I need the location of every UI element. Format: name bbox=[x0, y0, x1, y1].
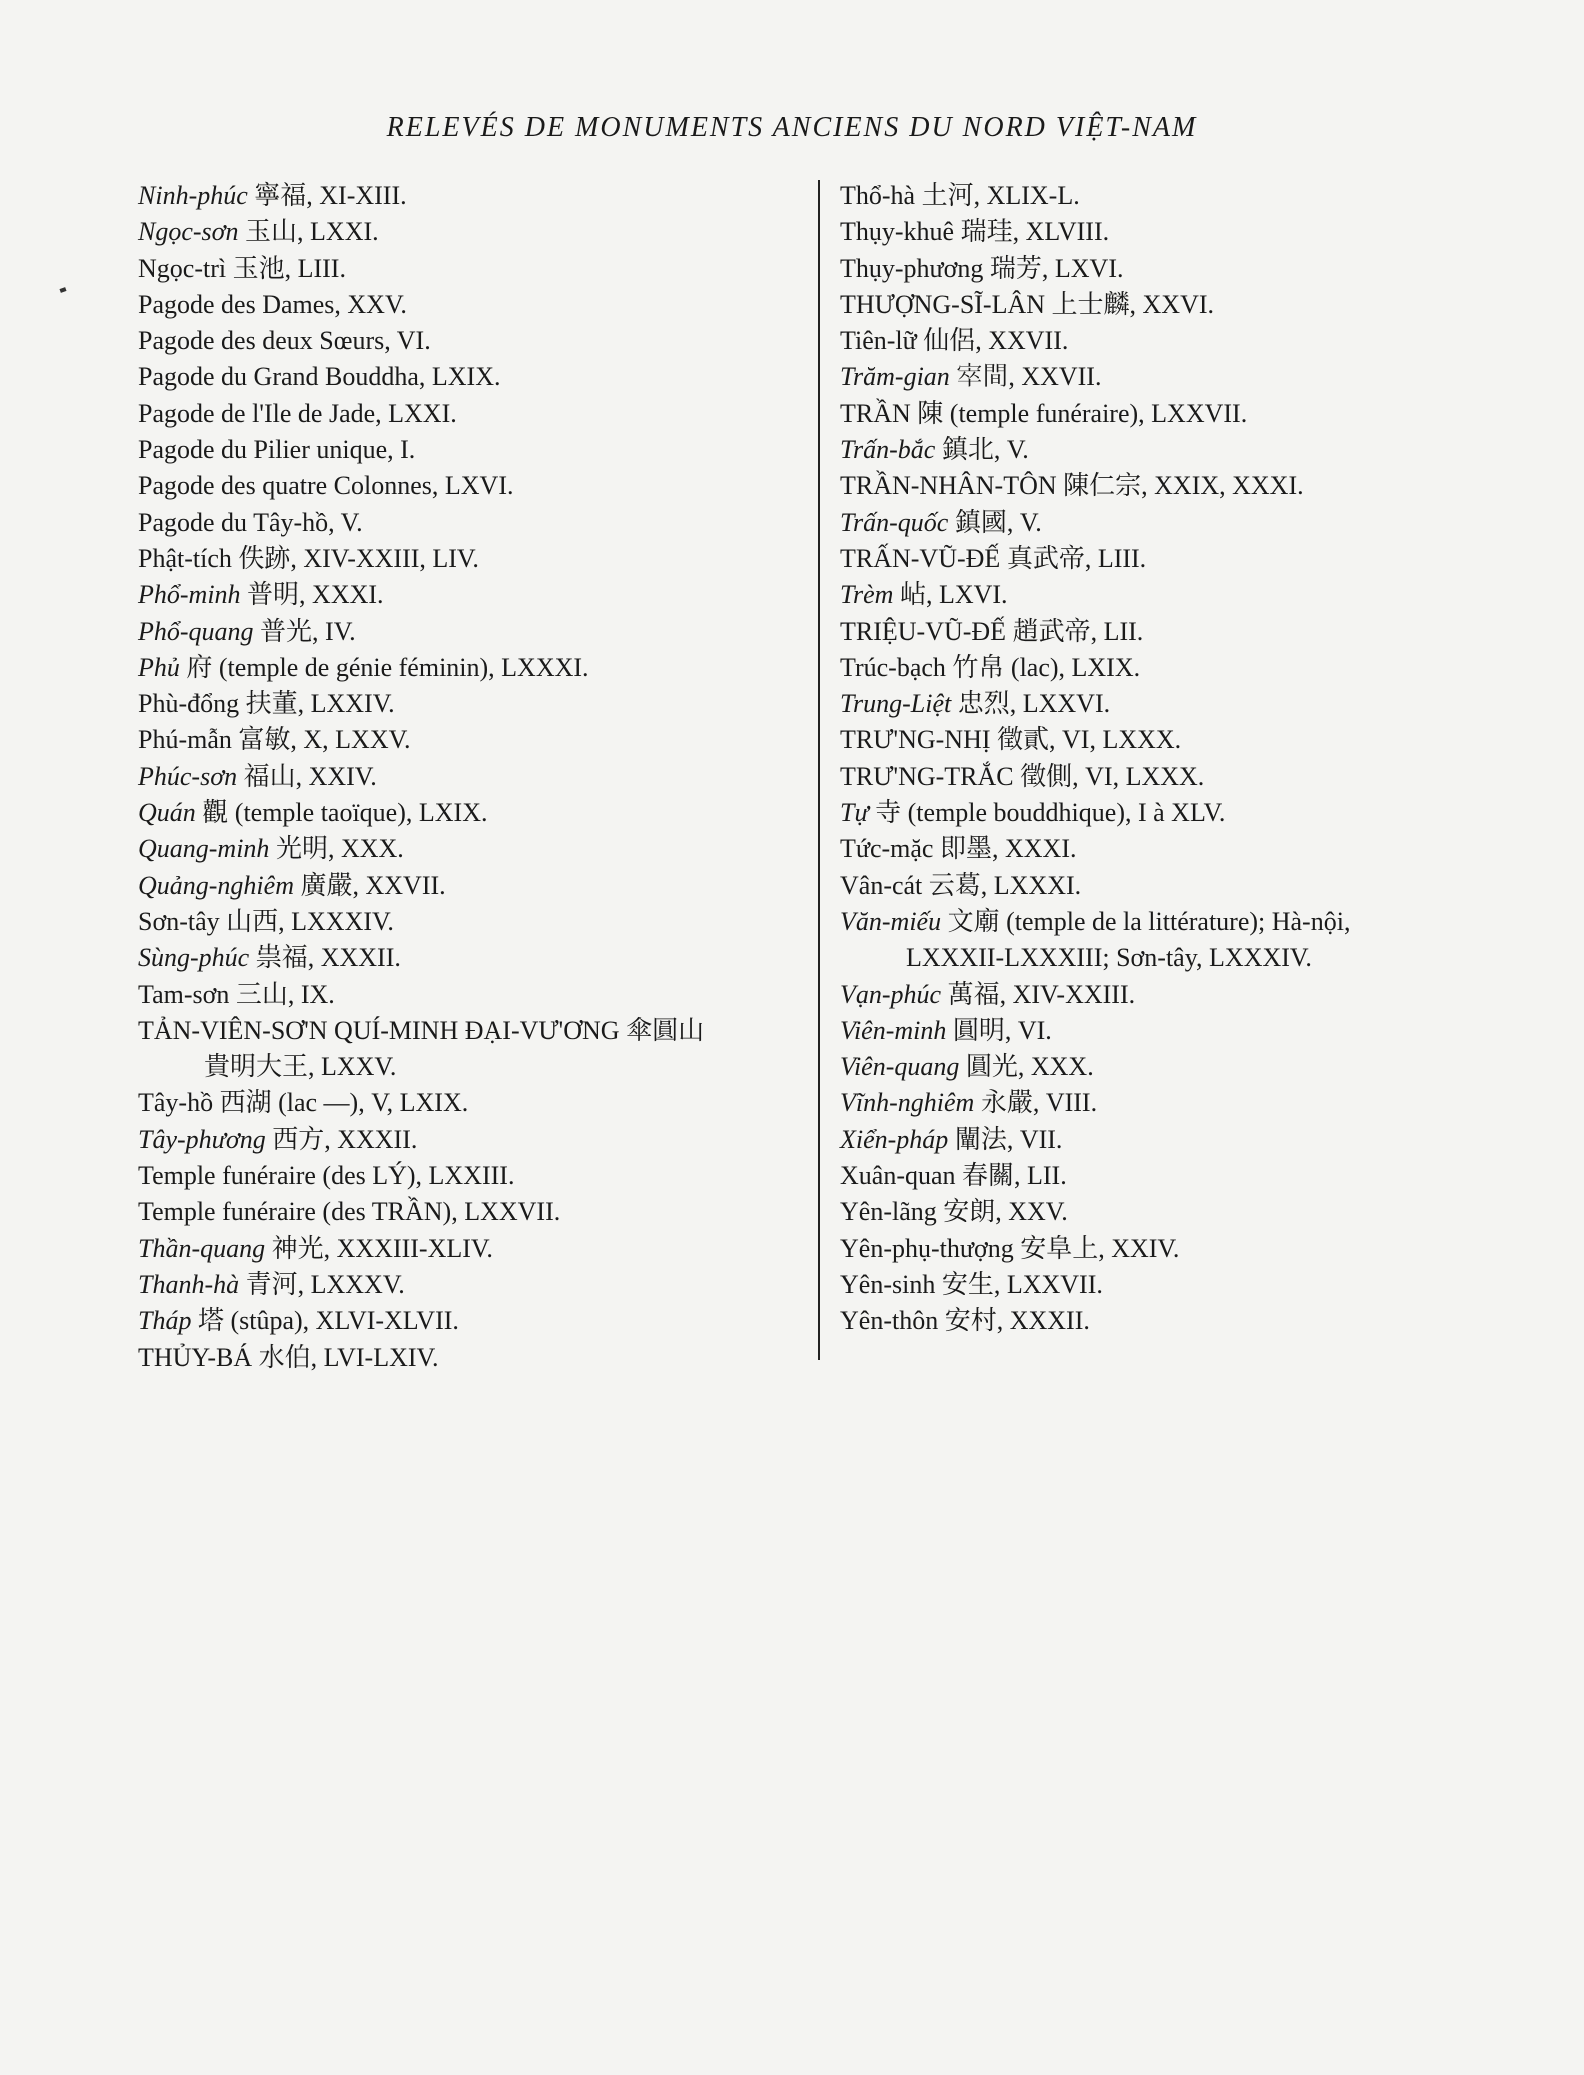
entry-reference: 三山, IX. bbox=[229, 979, 335, 1009]
entry-continuation: 貴明大王, LXXV. bbox=[204, 1052, 397, 1082]
index-entry bbox=[138, 214, 798, 250]
index-entry bbox=[840, 251, 1380, 287]
entry-name: Thụy-khuê bbox=[840, 217, 955, 247]
index-entry bbox=[840, 904, 1380, 977]
index-entry bbox=[840, 977, 1380, 1013]
entry-name: TRẦN bbox=[840, 398, 911, 428]
index-column-left bbox=[138, 178, 798, 1376]
entry-reference: 云葛, LXXXI. bbox=[922, 870, 1082, 900]
index-entry bbox=[138, 1231, 798, 1267]
entry-reference: 觀 (temple taoïque), LXIX. bbox=[195, 798, 488, 828]
entry-name: Tam-sơn bbox=[138, 979, 230, 1009]
entry-name: Quán bbox=[138, 798, 196, 828]
entry-name: Phú-mẫn bbox=[138, 725, 232, 755]
entry-reference: 安村, XXXII. bbox=[938, 1306, 1090, 1336]
entry-reference: 圓光, XXX. bbox=[959, 1052, 1094, 1082]
entry-reference: 永嚴, VIII. bbox=[974, 1088, 1098, 1118]
entry-reference: 仙侶, XXVII. bbox=[916, 326, 1069, 356]
index-entry bbox=[138, 287, 798, 323]
index-entry bbox=[138, 831, 798, 867]
entry-name: Xiển-pháp bbox=[840, 1124, 949, 1154]
entry-name: Sùng-phúc bbox=[138, 943, 250, 973]
entry-reference: 扶董, LXXIV. bbox=[239, 689, 395, 719]
index-entry bbox=[840, 795, 1380, 831]
index-entry bbox=[138, 1158, 798, 1194]
index-entry bbox=[138, 1085, 798, 1121]
entry-reference: 玉山, LXXI. bbox=[238, 217, 379, 247]
entry-name: Tây-hồ bbox=[138, 1088, 214, 1118]
index-entry bbox=[840, 1303, 1380, 1339]
ink-mark bbox=[59, 287, 66, 293]
entry-reference: 玉池, LIII. bbox=[226, 253, 346, 283]
index-entry bbox=[138, 614, 798, 650]
entry-reference: 安阜上, XXIV. bbox=[1013, 1233, 1180, 1263]
index-entry bbox=[840, 759, 1380, 795]
entry-reference: 瑞芳, LXVI. bbox=[983, 253, 1124, 283]
entry-name: Phổ-minh bbox=[138, 580, 241, 610]
entry-reference: 土河, XLIX-L. bbox=[915, 181, 1080, 210]
entry-name: Yên-phụ-thượng bbox=[840, 1233, 1014, 1263]
index-entry bbox=[138, 1340, 798, 1376]
entry-reference: 佚跡, XIV-XXIII, LIV. bbox=[231, 543, 479, 573]
index-entry bbox=[840, 686, 1380, 722]
entry-name: Yên-lãng bbox=[840, 1197, 937, 1227]
entry-name: THƯỢNG-SĨ-LÂN bbox=[840, 289, 1046, 319]
entry-name: Trấn-quốc bbox=[840, 507, 949, 537]
entry-name: TRƯ'NG-NHỊ bbox=[840, 725, 991, 755]
entry-reference: 瑞珪, XLVIII. bbox=[954, 217, 1110, 247]
entry-reference: 福山, XXIV. bbox=[237, 761, 377, 791]
entry-reference: 春關, LII. bbox=[955, 1161, 1067, 1191]
entry-reference: 忠烈, LXXVI. bbox=[951, 689, 1111, 719]
entry-name: Pagode des quatre Colonnes, LXVI. bbox=[138, 471, 514, 501]
entry-reference: 岾, LXVI. bbox=[893, 580, 1008, 610]
index-entry bbox=[840, 287, 1380, 323]
entry-name: Phủ bbox=[138, 652, 180, 682]
entry-reference: 闡法, VII. bbox=[948, 1124, 1063, 1154]
entry-name: Tây-phương bbox=[138, 1124, 266, 1154]
index-entry bbox=[138, 432, 798, 468]
index-entry bbox=[138, 468, 798, 504]
entry-name: Yên-sinh bbox=[840, 1269, 936, 1299]
entry-name: Phổ-quang bbox=[138, 616, 254, 646]
entry-name: TẢN-VIÊN-SƠ'N QUÍ-MINH ĐẠI-VƯ'ƠNG bbox=[138, 1015, 620, 1045]
entry-reference: 廣嚴, XXVII. bbox=[293, 870, 446, 900]
entry-reference: 祟福, XXXII. bbox=[249, 943, 401, 973]
index-entry bbox=[840, 323, 1380, 359]
index-entry bbox=[138, 1303, 798, 1339]
entry-reference: 安生, LXXVII. bbox=[935, 1269, 1103, 1299]
entry-reference: 竹帛 (lac), LXIX. bbox=[945, 652, 1141, 682]
entry-name: Tức-mặc bbox=[840, 834, 934, 864]
entry-name: TRẦN-NHÂN-TÔN bbox=[840, 471, 1057, 501]
index-entry bbox=[840, 722, 1380, 758]
entry-reference: 神光, XXXIII-XLIV. bbox=[265, 1233, 493, 1263]
index-entry bbox=[840, 396, 1380, 432]
index-entry bbox=[138, 541, 798, 577]
entry-name: Trung-Liệt bbox=[840, 689, 952, 719]
entry-reference: 西方, XXXII. bbox=[265, 1124, 418, 1154]
index-entry bbox=[138, 396, 798, 432]
index-entry bbox=[138, 1122, 798, 1158]
index-entry bbox=[840, 214, 1380, 250]
index-entry bbox=[138, 868, 798, 904]
index-entry bbox=[840, 359, 1380, 395]
entry-continuation: LXXXII-LXXXIII; Sơn-tây, LXXXIV. bbox=[906, 943, 1312, 973]
entry-name: Thanh-hà bbox=[138, 1269, 240, 1299]
index-entry bbox=[840, 1085, 1380, 1121]
entry-reference: 府 (temple de génie féminin), LXXXI. bbox=[179, 652, 589, 682]
entry-name: Xuân-quan bbox=[840, 1161, 956, 1191]
index-entry bbox=[840, 541, 1380, 577]
entry-name: Vạn-phúc bbox=[840, 979, 942, 1009]
entry-reference: 圓明, VI. bbox=[946, 1015, 1052, 1045]
index-entry bbox=[840, 650, 1380, 686]
index-entry bbox=[138, 178, 798, 214]
entry-reference: 鎮北, V. bbox=[935, 435, 1029, 465]
entry-name: Ninh-phúc bbox=[138, 181, 248, 210]
index-entry bbox=[138, 977, 798, 1013]
entry-name: Pagode du Grand Bouddha, LXIX. bbox=[138, 362, 501, 392]
index-entry bbox=[138, 251, 798, 287]
entry-name: Vân-cát bbox=[840, 870, 923, 900]
entry-name: Trúc-bạch bbox=[840, 652, 946, 682]
entry-name: Phật-tích bbox=[138, 543, 232, 573]
entry-name: Phù-đổng bbox=[138, 689, 240, 719]
index-entry bbox=[138, 1013, 798, 1086]
index-entry bbox=[840, 1158, 1380, 1194]
entry-reference: 光明, XXX. bbox=[269, 834, 404, 864]
entry-reference: 青河, LXXXV. bbox=[239, 1269, 405, 1299]
entry-name: Quang-minh bbox=[138, 834, 270, 864]
entry-name: Ngọc-trì bbox=[138, 253, 227, 283]
entry-name: Vĩnh-nghiêm bbox=[840, 1088, 975, 1118]
column-divider bbox=[818, 180, 820, 1360]
entry-reference: 即墨, XXXI. bbox=[933, 834, 1077, 864]
entry-reference: 文廟 (temple de la littérature); Hà-nội, bbox=[941, 906, 1351, 936]
entry-reference: 寧福, XI-XIII. bbox=[247, 181, 407, 210]
entry-name: Pagode des Dames, XXV. bbox=[138, 289, 407, 319]
index-entry bbox=[138, 722, 798, 758]
entry-name: Yên-thôn bbox=[840, 1306, 939, 1336]
entry-reference: 陳仁宗, XXIX, XXXI. bbox=[1056, 471, 1304, 501]
entry-reference: 陳 (temple funéraire), LXXVII. bbox=[910, 398, 1248, 428]
index-entry bbox=[840, 831, 1380, 867]
entry-reference: 趙武帝, LII. bbox=[1006, 616, 1144, 646]
entry-name: Pagode de l'Ile de Jade, LXXI. bbox=[138, 398, 457, 428]
entry-name: Thổ-hà bbox=[840, 181, 916, 210]
index-entry bbox=[138, 904, 798, 940]
entry-name: Viên-minh bbox=[840, 1015, 947, 1045]
entry-reference: 寺 (temple bouddhique), I à XLV. bbox=[868, 798, 1226, 828]
entry-name: TRIỆU-VŨ-ĐẾ bbox=[840, 616, 1007, 646]
entry-reference: 真武帝, LIII. bbox=[1000, 543, 1147, 573]
entry-reference: 上士麟, XXVI. bbox=[1045, 289, 1215, 319]
entry-reference: 普光, IV. bbox=[253, 616, 356, 646]
entry-name: Sơn-tây bbox=[138, 906, 220, 936]
entry-reference: 富敏, X, LXXV. bbox=[231, 725, 411, 755]
index-entry bbox=[138, 759, 798, 795]
index-entry bbox=[138, 1267, 798, 1303]
entry-name: THỦY-BÁ bbox=[138, 1342, 253, 1372]
entry-name: Pagode du Tây-hồ, V. bbox=[138, 507, 363, 537]
index-column-right bbox=[840, 178, 1380, 1340]
page-title: RELEVÉS DE MONUMENTS ANCIENS DU NORD VIỆT-NAM bbox=[386, 112, 1198, 143]
entry-name: Văn-miếu bbox=[840, 906, 942, 936]
index-entry bbox=[138, 505, 798, 541]
entry-name: TRƯ'NG-TRẮC bbox=[840, 761, 1014, 791]
index-entry bbox=[138, 940, 798, 976]
index-entry bbox=[840, 1122, 1380, 1158]
index-entry bbox=[138, 650, 798, 686]
entry-name: Phúc-sơn bbox=[138, 761, 238, 791]
entry-name: Tự bbox=[840, 798, 869, 828]
index-entry bbox=[138, 359, 798, 395]
entry-name: Ngọc-sơn bbox=[138, 217, 239, 247]
index-entry bbox=[840, 1267, 1380, 1303]
entry-name: Tiên-lữ bbox=[840, 326, 917, 356]
index-entry bbox=[840, 1013, 1380, 1049]
entry-name: Trấn-bắc bbox=[840, 435, 936, 465]
index-entry bbox=[840, 868, 1380, 904]
entry-name: TRẤN-VŨ-ĐẾ bbox=[840, 543, 1001, 573]
index-entry bbox=[138, 323, 798, 359]
index-entry bbox=[840, 505, 1380, 541]
entry-name: Thụy-phương bbox=[840, 253, 984, 283]
index-entry bbox=[138, 577, 798, 613]
index-entry bbox=[840, 1194, 1380, 1230]
entry-name: Pagode des deux Sœurs, VI. bbox=[138, 326, 431, 356]
index-entry bbox=[138, 795, 798, 831]
entry-reference: 鎮國, V. bbox=[948, 507, 1042, 537]
entry-reference: 萬福, XIV-XXIII. bbox=[941, 979, 1136, 1009]
index-entry bbox=[840, 614, 1380, 650]
entry-reference: 山西, LXXXIV. bbox=[219, 906, 394, 936]
entry-name: Viên-quang bbox=[840, 1052, 960, 1082]
index-entry bbox=[840, 1049, 1380, 1085]
entry-name: Temple funéraire (des LÝ), LXXIII. bbox=[138, 1161, 515, 1191]
entry-name: Tháp bbox=[138, 1306, 192, 1336]
index-entry bbox=[840, 1231, 1380, 1267]
index-entry bbox=[840, 178, 1380, 214]
entry-reference: 傘圓山 bbox=[619, 1015, 705, 1045]
index-entry bbox=[840, 432, 1380, 468]
entry-name: Temple funéraire (des TRẦN), LXXVII. bbox=[138, 1197, 561, 1227]
entry-reference: 𡨧間, XXVII. bbox=[949, 362, 1102, 392]
entry-reference: 塔 (stûpa), XLVI-XLVII. bbox=[191, 1306, 459, 1336]
index-entry bbox=[138, 1194, 798, 1230]
entry-name: Pagode du Pilier unique, I. bbox=[138, 435, 416, 465]
index-entry bbox=[138, 686, 798, 722]
index-entry bbox=[840, 577, 1380, 613]
entry-reference: 安朗, XXV. bbox=[936, 1197, 1068, 1227]
entry-name: Trèm bbox=[840, 580, 894, 610]
entry-reference: 水伯, LVI-LXIV. bbox=[252, 1342, 439, 1372]
entry-name: Quảng-nghiêm bbox=[138, 870, 294, 900]
entry-name: Trăm-gian bbox=[840, 362, 950, 392]
index-entry bbox=[840, 468, 1380, 504]
entry-reference: 西湖 (lac —), V, LXIX. bbox=[213, 1088, 469, 1118]
entry-reference: 徵側, VI, LXXX. bbox=[1013, 761, 1205, 791]
entry-reference: 徵貳, VI, LXXX. bbox=[990, 725, 1182, 755]
entry-reference: 普明, XXXI. bbox=[240, 580, 384, 610]
entry-name: Thần-quang bbox=[138, 1233, 266, 1263]
